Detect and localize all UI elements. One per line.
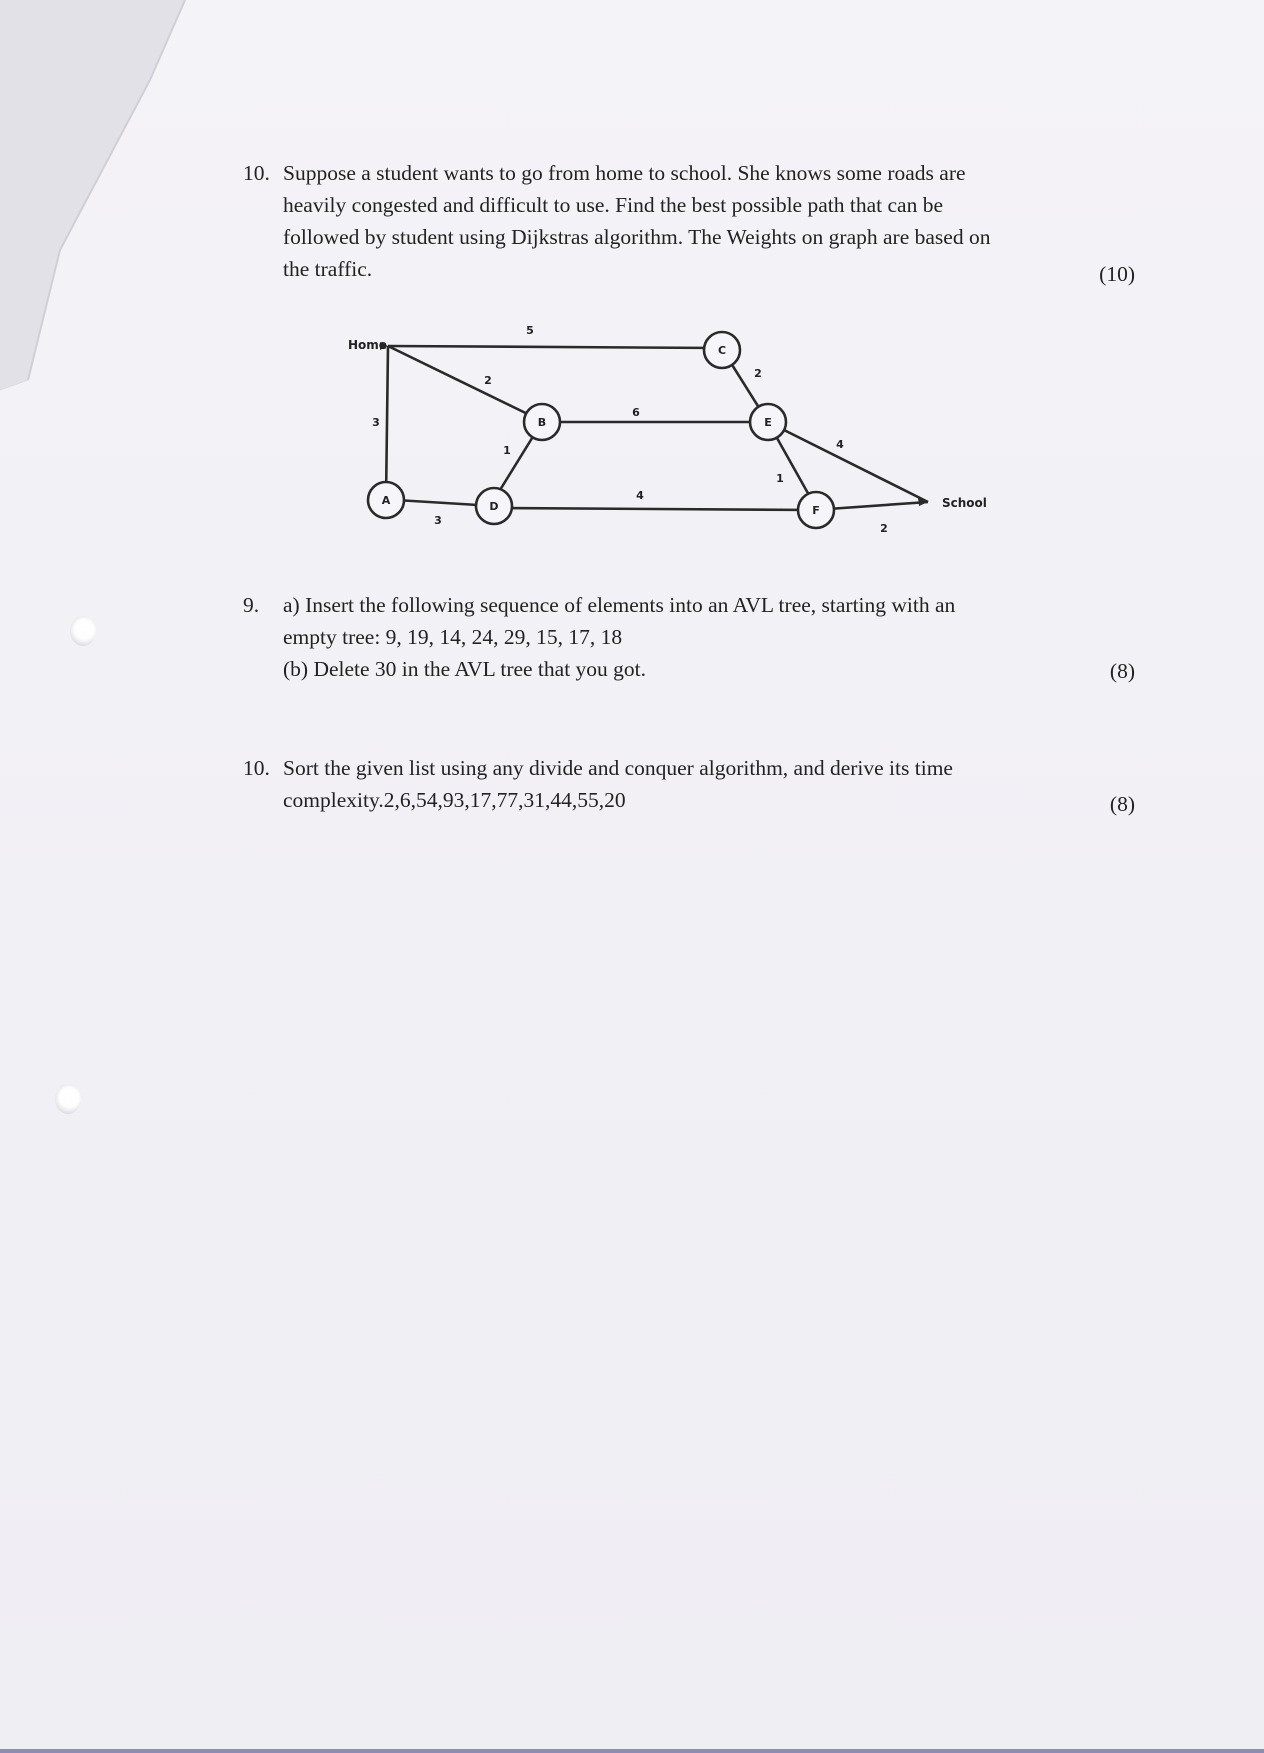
question-line: Sort the given list using any divide and conquer algorithm, and derive its time: [283, 756, 953, 780]
edge-e-school: [768, 422, 928, 502]
school-label: School: [942, 496, 987, 510]
question-line: empty tree: 9, 19, 14, 24, 29, 15, 17, 18: [283, 625, 623, 649]
home-label: Home: [348, 338, 387, 352]
question-marks: (8): [1109, 659, 1135, 683]
weight-home-a: 3: [372, 416, 380, 429]
question-line: followed by student using Dijkstras algorithm. The Weights on graph are based on: [283, 225, 991, 249]
question-line: complexity.2,6,54,93,17,77,31,44,55,20: [283, 788, 626, 812]
question-number: 9.: [243, 593, 260, 617]
question-number: 10.: [243, 161, 270, 185]
question-marks: (8): [1109, 792, 1135, 816]
question-line: heavily congested and difficult to use. Find the best possible path that can be: [283, 193, 943, 217]
question-sorting: [243, 752, 1143, 816]
weight-b-d: 1: [503, 444, 511, 457]
page-bottom-edge: [0, 1749, 1264, 1753]
edge-home-a: [386, 346, 388, 500]
question-number: 10.: [243, 756, 270, 780]
node-label-a: A: [381, 494, 391, 507]
graph-svg: [340, 318, 1000, 546]
edge-d-f: [495, 508, 814, 510]
weight-home-b: 2: [484, 374, 492, 387]
question-line: a) Insert the following sequence of elements into an AVL tree, starting with an: [283, 593, 956, 617]
weight-e-school: 4: [836, 438, 844, 451]
node-label-b: B: [537, 416, 547, 429]
question-marks: (10): [1099, 262, 1135, 286]
question-line: Suppose a student wants to go from home to school. She knows some roads are: [283, 161, 966, 185]
question-line: the traffic.: [283, 257, 373, 281]
edge-home-c: [388, 346, 720, 348]
question-text: [283, 752, 1143, 816]
node-label-c: C: [717, 344, 727, 357]
graph-edges: [386, 346, 928, 510]
traffic-graph: [340, 318, 1000, 546]
weight-e-f: 1: [776, 472, 784, 485]
weight-b-e: 6: [632, 406, 640, 419]
edge-home-b: [388, 346, 542, 421]
question-avl: [243, 589, 1143, 685]
punch-hole-bottom: [55, 1084, 81, 1114]
weight-c-e: 2: [754, 367, 762, 380]
weight-home-c: 5: [526, 324, 534, 337]
graph-nodes: [368, 332, 834, 528]
question-line: (b) Delete 30 in the AVL tree that you got.: [283, 657, 647, 681]
weight-a-d: 3: [434, 514, 442, 527]
weight-d-f: 4: [636, 489, 644, 502]
question-text: [283, 157, 1143, 285]
question-text: [283, 589, 1143, 685]
edge-a-d: [396, 500, 478, 505]
node-label-f: F: [812, 504, 820, 517]
node-label-d: D: [489, 500, 499, 513]
weight-f-school: 2: [880, 522, 888, 535]
node-label-e: E: [764, 416, 772, 429]
question-dijkstra: [243, 157, 1143, 285]
punch-hole-top: [70, 616, 96, 646]
